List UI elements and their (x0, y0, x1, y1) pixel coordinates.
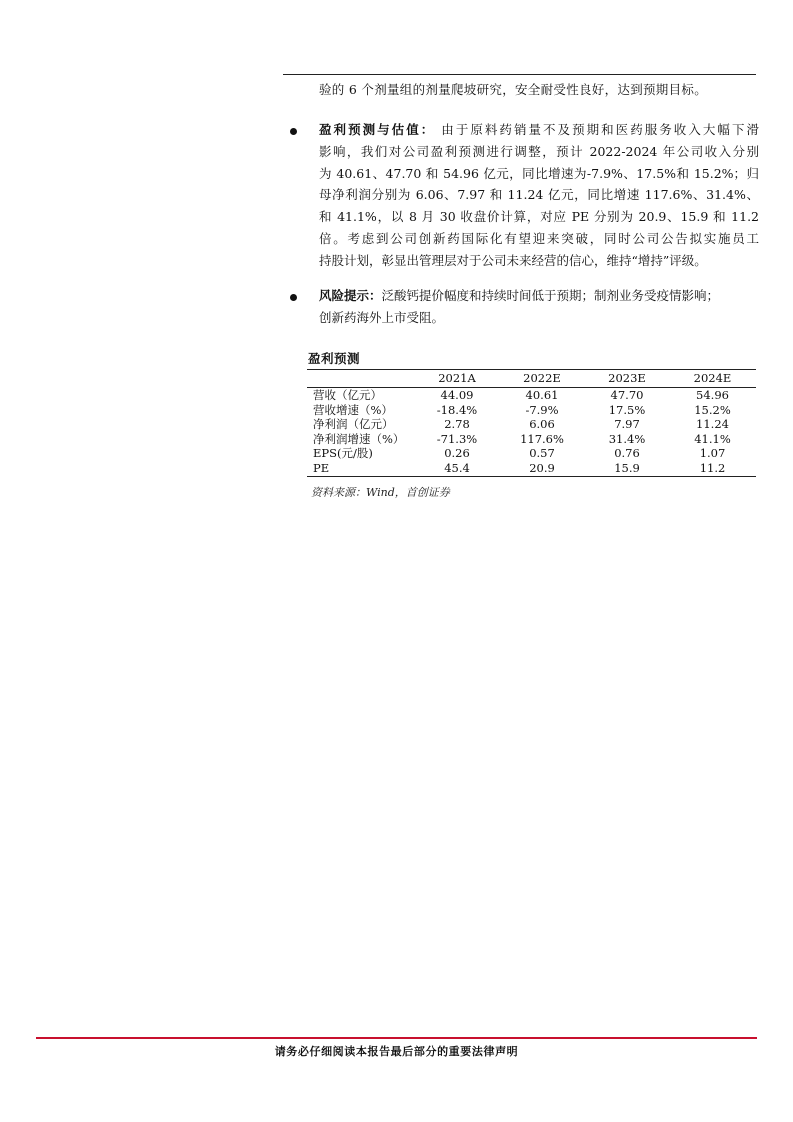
table-cell: 11.2 (669, 461, 756, 476)
forecast-line-1: 盈利预测与估值： 由于原料药销量不及预期和医药服务收入大幅下滑 (319, 122, 759, 137)
table-cell: 7.97 (614, 417, 640, 432)
table-cell: 40.61 (525, 388, 559, 402)
table-title: 盈利预测 (308, 351, 361, 366)
forecast-bullet-icon (290, 128, 297, 135)
table-cell: 47.70 (610, 388, 644, 402)
table-cell: -71.3% (436, 431, 478, 446)
forecast-line-3: 为 40.61、47.70 和 54.96 亿元，同比增速为-7.9%、17.5%和 15.2%；归 (319, 165, 759, 181)
table-row (307, 388, 756, 403)
continuation-text: 验的 6 个剂量组的剂量爬坡研究，安全耐受性良好，达到预期目标。 (319, 82, 708, 97)
table-cell: 1.07 (699, 446, 726, 461)
table-cell: -18.4% (436, 402, 478, 417)
forecast-line-7: 持股计划，彰显出管理层对于公司未来经营的信心，维持“增持”评级。 (319, 252, 707, 268)
forecast-paragraph (319, 119, 759, 272)
table-cell: 44.09 (440, 388, 474, 402)
table-header-cell: 2024E (669, 370, 756, 388)
table-cell: 15.9 (585, 461, 669, 476)
risk-paragraph (319, 285, 759, 329)
row-label: EPS(元/股) (313, 446, 373, 461)
risk-bullet-icon (290, 294, 297, 301)
row-label: 净利润增速（%） (313, 431, 405, 446)
table-row (307, 461, 756, 476)
row-label: 净利润（亿元） (313, 417, 394, 432)
table-cell: 15.2% (694, 402, 731, 417)
table-row (307, 432, 756, 447)
forecast-line-4: 母净利润分别为 6.06、7.97 和 11.24 亿元，同比增速 117.6%、31.4%、 (319, 187, 759, 203)
table-cell: 2.78 (444, 417, 470, 432)
table-row (307, 446, 756, 461)
forecast-label: 盈利预测与估值： (319, 122, 436, 137)
row-label: 营收增速（%） (313, 402, 393, 417)
earnings-forecast-table (307, 369, 756, 477)
risk-line-1: 风险提示：泛酸钙提价幅度和持续时间低于预期；制剂业务受疫情影响； (319, 288, 720, 303)
table-header-row (307, 370, 756, 388)
footer-rule (36, 1037, 757, 1039)
table-header-cell (307, 370, 415, 388)
risk-line-2: 创新药海外上市受阻。 (319, 309, 445, 325)
top-rule (283, 74, 756, 75)
table-header-cell: 2023E (585, 370, 669, 388)
table-cell: 41.1% (694, 431, 731, 446)
table-row (307, 403, 756, 418)
forecast-line-5: 和 41.1%，以 8 月 30 收盘价计算，对应 PE 分别为 20.9、15.9 和 11.2 (319, 209, 759, 225)
row-label: 营收（亿元） (313, 388, 382, 402)
table-cell: 54.96 (696, 388, 729, 402)
risk-label: 风险提示： (319, 288, 382, 303)
table-header-cell: 2022E (499, 370, 585, 388)
table-header-cell: 2021A (415, 370, 499, 388)
table-cell: 0.26 (444, 446, 470, 461)
table-cell: -7.9% (525, 402, 559, 417)
row-label: PE (307, 461, 415, 476)
table-cell: 20.9 (499, 461, 585, 476)
table-cell: 11.24 (696, 417, 729, 432)
table-cell: 17.5% (608, 402, 646, 417)
forecast-line-2: 影响，我们对公司盈利预测进行调整，预计 2022-2024 年公司收入分别 (319, 143, 759, 159)
table-row (307, 417, 756, 432)
table-cell: 45.4 (415, 461, 499, 476)
table-cell: 0.57 (529, 446, 555, 461)
table-cell: 0.76 (614, 446, 640, 461)
table-source-note: 资料来源：Wind，首创证券 (311, 486, 450, 499)
table-cell: 117.6% (520, 431, 564, 446)
table-cell: 31.4% (608, 431, 646, 446)
forecast-line-6: 倍。考虑到公司创新药国际化有望迎来突破，同时公司公告拟实施员工 (319, 230, 759, 246)
footer-disclaimer: 请务必仔细阅读本报告最后部分的重要法律声明 (274, 1045, 519, 1058)
table-cell: 6.06 (529, 417, 555, 432)
